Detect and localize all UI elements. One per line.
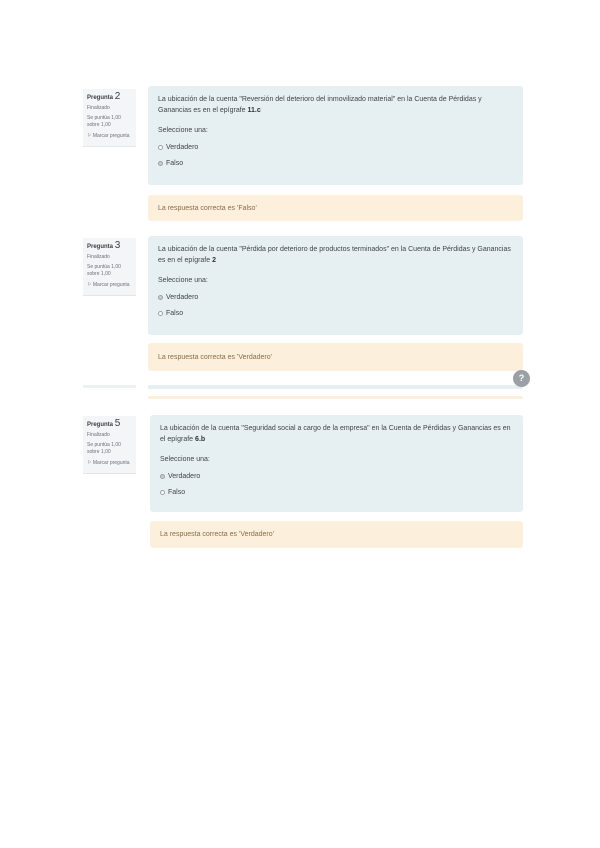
flag-label: Marcar pregunta — [92, 282, 130, 288]
flag-question-link[interactable] — [87, 460, 132, 467]
divider — [148, 385, 523, 389]
question-number: 2 — [114, 91, 121, 102]
question-formulation-2 — [148, 86, 523, 185]
answer-option-verdadero[interactable] — [158, 289, 513, 305]
question-text-bold: 2 — [212, 257, 217, 264]
right-answer: La respuesta correcta es 'Verdadero' — [158, 353, 272, 361]
answer-prompt: Seleccione una: — [158, 277, 208, 284]
divider — [83, 385, 136, 388]
divider — [148, 396, 523, 399]
right-answer: La respuesta correcta es 'Falso' — [158, 204, 257, 212]
radio-button-selected[interactable] — [158, 295, 163, 300]
question-label: Pregunta — [87, 244, 114, 250]
question-formulation-3 — [148, 236, 523, 335]
question-number: 5 — [114, 418, 121, 429]
flag-icon: ⚐ — [87, 133, 92, 139]
answer-option-falso[interactable] — [158, 155, 513, 171]
answer-option-label: Verdadero — [166, 293, 199, 301]
answer-option-label: Falso — [166, 159, 184, 167]
answer-option-falso[interactable] — [160, 484, 513, 500]
flag-icon: ⚐ — [87, 282, 92, 288]
question-score: Se puntúa 1,00 sobre 1,00 — [87, 442, 121, 455]
flag-question-link[interactable] — [87, 133, 132, 140]
answer-option-label: Falso — [168, 488, 186, 496]
question-score: Se puntúa 1,00 sobre 1,00 — [87, 115, 121, 128]
radio-button-selected[interactable] — [158, 161, 163, 166]
feedback-box — [148, 195, 523, 221]
question-state: Finalizado — [87, 254, 110, 260]
feedback-box — [150, 521, 523, 548]
question-label: Pregunta — [87, 95, 114, 101]
answer-option-label: Verdadero — [166, 143, 199, 151]
answer-prompt: Seleccione una: — [158, 127, 208, 134]
question-info-3 — [83, 238, 136, 296]
answer-option-label: Verdadero — [168, 472, 201, 480]
question-score: Se puntúa 1,00 sobre 1,00 — [87, 264, 121, 277]
flag-icon: ⚐ — [87, 460, 92, 466]
question-state: Finalizado — [87, 432, 110, 438]
flag-label: Marcar pregunta — [92, 133, 130, 139]
question-text-bold: 11.c — [247, 107, 261, 114]
question-text: La ubicación de la cuenta "Pérdida por deterioro de productos terminados" en la Cuenta de Pérdidas y Ganancias es en el epígrafe — [158, 246, 511, 264]
question-info-5 — [83, 416, 136, 474]
question-formulation-5 — [150, 415, 523, 512]
answer-prompt: Seleccione una: — [160, 456, 210, 463]
question-text-bold: 6.b — [195, 436, 206, 443]
answer-option-verdadero[interactable] — [158, 139, 513, 155]
answer-option-verdadero[interactable] — [160, 468, 513, 484]
radio-button[interactable] — [160, 490, 165, 495]
answer-option-label: Falso — [166, 309, 184, 317]
question-info-2 — [83, 89, 136, 147]
answer-option-falso[interactable] — [158, 305, 513, 321]
help-button[interactable]: ? — [513, 370, 530, 387]
question-text: La ubicación de la cuenta "Seguridad social a cargo de la empresa" en la Cuenta de Pérdidas y Ganancias es en el epígrafe — [160, 425, 511, 443]
feedback-box — [148, 343, 523, 371]
question-label: Pregunta — [87, 422, 114, 428]
flag-label: Marcar pregunta — [92, 460, 130, 466]
flag-question-link[interactable] — [87, 282, 132, 289]
question-text: La ubicación de la cuenta "Reversión del deterioro del inmovilizado material" en la Cuenta de Pérdidas y Ganancias es en el epígrafe — [158, 96, 482, 114]
radio-button[interactable] — [158, 145, 163, 150]
radio-button-selected[interactable] — [160, 474, 165, 479]
question-state: Finalizado — [87, 105, 110, 111]
question-number: 3 — [114, 240, 121, 251]
right-answer: La respuesta correcta es 'Verdadero' — [160, 531, 274, 538]
radio-button[interactable] — [158, 311, 163, 316]
